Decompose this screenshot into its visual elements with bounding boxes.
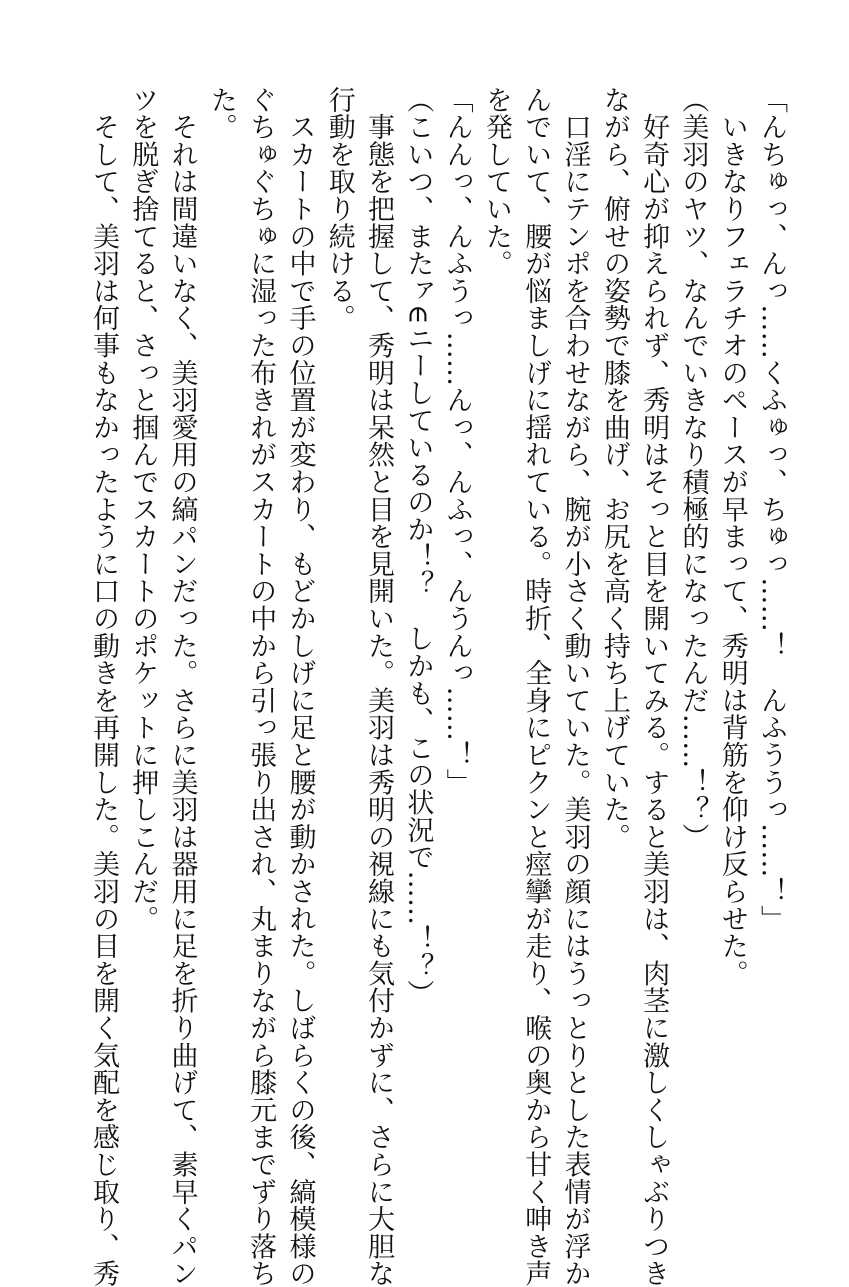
text-line: （こいつ、またァ∈ニーしているのか！？ しかも、この状況で……！？） bbox=[402, 86, 434, 1008]
text-line: 「んんっ、んふうっ……んっ、んふっ、んうんっ……！」 bbox=[441, 86, 473, 796]
vertical-text-body bbox=[51, 86, 791, 1287]
text-line: 好奇心が抑えられず、秀明はそっと目を開いてみる。すると美羽は、肉茎に激しくしゃぶりつき bbox=[638, 86, 670, 1287]
text-line: ながら、俯せの姿勢で膝を曲げ、お尻を高く持ち上げていた。 bbox=[598, 86, 630, 851]
text-line: た。 bbox=[205, 86, 237, 141]
text-line: ツを脱ぎ捨てると、さっと掴んでスカートのポケットに押しこんだ。 bbox=[127, 86, 159, 933]
text-line: それは間違いなく、美羽愛用の縞パンだった。さらに美羽は器用に足を折り曲げて、素早くパン bbox=[166, 86, 198, 1287]
text-line: を発していた。 bbox=[480, 86, 512, 278]
text-line: 行動を取り続ける。 bbox=[323, 86, 355, 332]
text-line: スカートの中で手の位置が変わり、もどかしげに足と腰が動かされた。しばらくの後、縞模様の bbox=[284, 86, 316, 1287]
text-line: いきなりフェラチオのペースが早まって、秀明は背筋を仰け反らせた。 bbox=[716, 86, 748, 987]
text-line: そして、美羽は何事もなかったように口の動きを再開した。美羽の目を開く気配を感じ取り、秀 bbox=[87, 86, 119, 1287]
text-line: んでいて、腰が悩ましげに揺れている。時折、全身にピクンと痙攣が走り、喉の奥から甘く呻き声 bbox=[520, 86, 552, 1287]
text-line: （美羽のヤツ、なんでいきなり積極的になったんだ……！？） bbox=[677, 86, 709, 851]
text-line: 「んちゅっ、んっ……くふゅっ、ちゅっ……！ んふううっ……！」 bbox=[756, 86, 787, 933]
text-line: 口淫にテンポを合わせながら、腕が小さく動いていた。美羽の顔にはうっとりとした表情が浮か bbox=[559, 86, 591, 1287]
text-line: 事態を把握して、秀明は呆然と目を見開いた。美羽は秀明の視線にも気付かずに、さらに大胆な bbox=[363, 86, 395, 1287]
text-line: ぐちゅぐちゅに湿った布きれがスカートの中から引っ張り出され、丸まりながら膝元までずり落ち bbox=[245, 86, 277, 1287]
